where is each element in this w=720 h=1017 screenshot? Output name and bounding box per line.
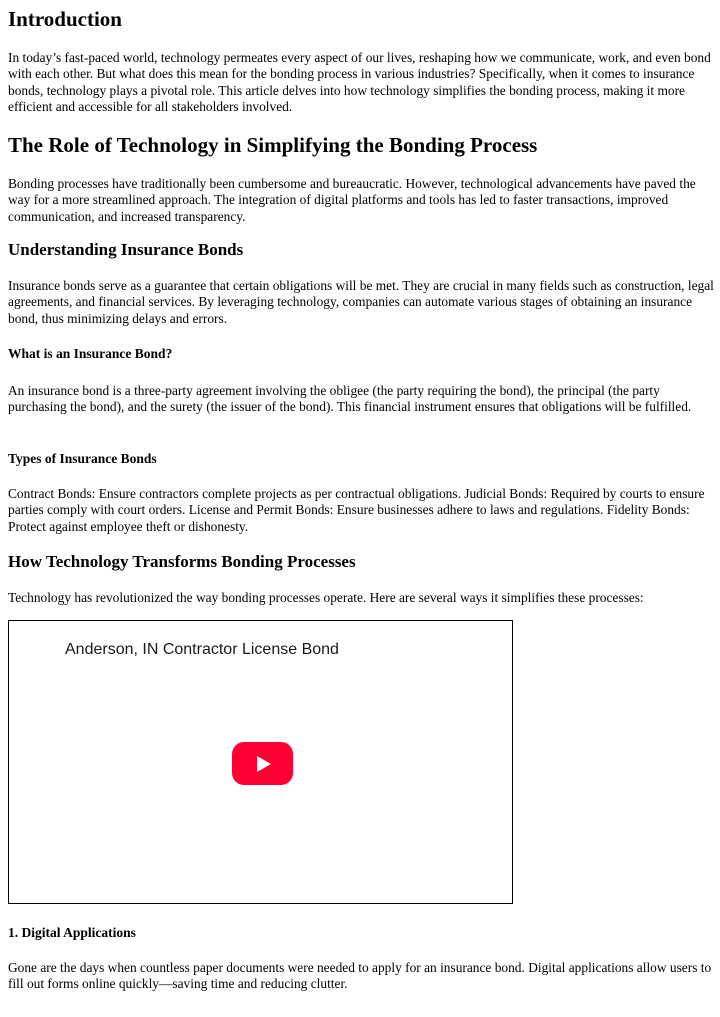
what-is-paragraph: An insurance bond is a three-party agreement involving the obligee (the party requiring the bond), the principal (the party purchasing the bond), and the surety (the issuer of the bond). This financial instrument ensures that obligations will be fulfilled.: [8, 383, 692, 415]
video-embed[interactable]: [8, 620, 513, 904]
what-is-heading: What is an Insurance Bond?: [8, 346, 173, 361]
role-paragraph: Bonding processes have traditionally been cumbersome and bureaucratic. However, technological advancements have paved the way for a more streamlined approach. The integration of digital platforms and tools has led to faster transactions, improved communication, and increased transparency.: [8, 176, 696, 224]
types-heading: Types of Insurance Bonds: [8, 451, 157, 466]
digital-heading: 1. Digital Applications: [8, 925, 136, 940]
digital-paragraph: Gone are the days when countless paper documents were needed to apply for an insurance bond. Digital applications allow users to fill out forms online quickly—saving time and reducing clutter.: [8, 960, 712, 992]
youtube-play-icon[interactable]: [232, 742, 293, 785]
role-heading: The Role of Technology in Simplifying the Bonding Process: [8, 133, 538, 157]
transforms-paragraph: Technology has revolutionized the way bonding processes operate. Here are several ways it simplifies these processes:: [8, 590, 644, 605]
video-title[interactable]: Anderson, IN Contractor License Bond: [65, 641, 339, 658]
play-triangle-icon: [257, 756, 271, 772]
intro-heading: Introduction: [8, 7, 122, 31]
understanding-heading: Understanding Insurance Bonds: [8, 240, 244, 259]
transforms-heading: How Technology Transforms Bonding Processes: [8, 552, 356, 571]
intro-paragraph: In today’s fast-paced world, technology permeates every aspect of our lives, reshaping how we communicate, work, and even bond with each other. But what does this mean for the bonding process in various industries? Specifically, when it comes to insurance bonds, technology plays a pivotal role. This article delves into how technology simplifies the bonding process, making it more efficient and accessible for all stakeholders involved.: [8, 50, 711, 114]
understanding-paragraph: Insurance bonds serve as a guarantee that certain obligations will be met. They are crucial in many fields such as construction, legal agreements, and financial services. By leveraging technology, companies can automate various stages of obtaining an insurance bond, thus minimizing delays and errors.: [8, 278, 714, 326]
types-paragraph: Contract Bonds: Ensure contractors complete projects as per contractual obligations. Judicial Bonds: Required by courts to ensure parties comply with court orders. License and Permit Bonds: Ensure businesses adhere to laws and regulations. Fidelity Bonds: Protect against employee theft or dishonesty.: [8, 486, 705, 534]
